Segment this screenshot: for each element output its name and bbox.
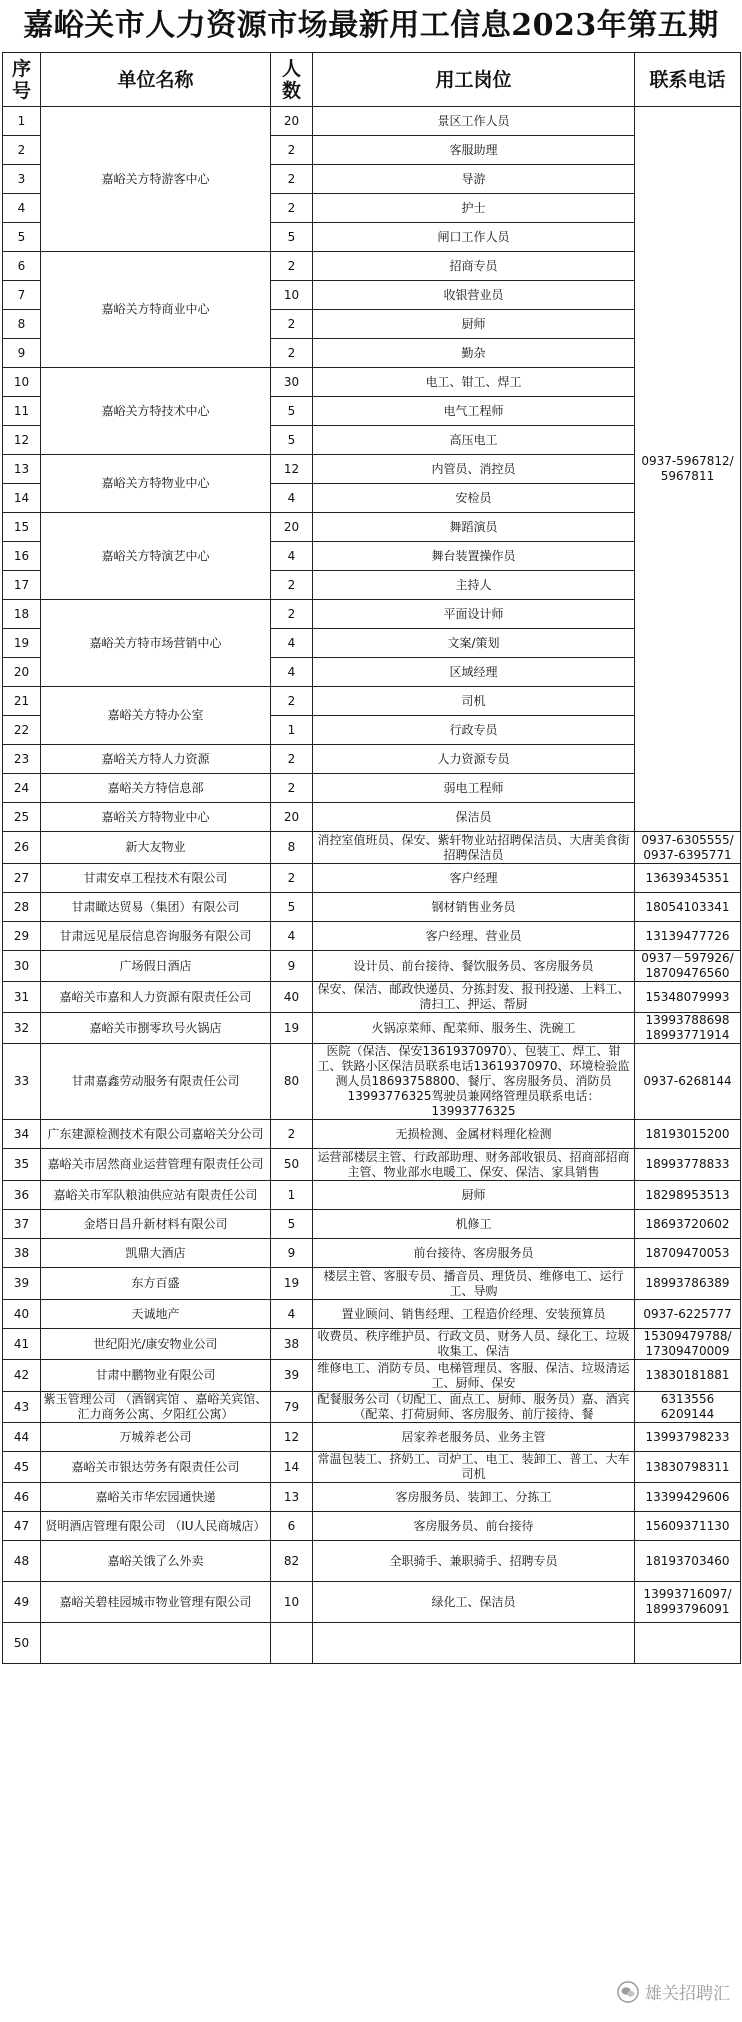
row-unit: 紫玉管理公司 （酒钢宾馆 、嘉峪关宾馆、汇力商务公寓、夕阳红公寓） bbox=[41, 1392, 271, 1423]
row-phone: 18193703460 bbox=[635, 1541, 741, 1582]
row-unit: 嘉峪关市嘉和人力资源有限责任公司 bbox=[41, 982, 271, 1013]
row-count: 4 bbox=[271, 629, 313, 658]
row-position: 楼层主管、客服专员、播音员、理货员、维修电工、运行工、导购 bbox=[313, 1268, 635, 1300]
row-seq: 43 bbox=[3, 1392, 41, 1423]
row-count: 5 bbox=[271, 426, 313, 455]
row-phone: 0937-6268144 bbox=[635, 1044, 741, 1120]
table-row bbox=[3, 1483, 741, 1512]
row-phone: 18993786389 bbox=[635, 1268, 741, 1300]
row-phone: 13993788698 18993771914 bbox=[635, 1013, 741, 1044]
table-row bbox=[3, 513, 741, 542]
table-row bbox=[3, 1149, 741, 1181]
row-position: 客户经理、营业员 bbox=[313, 922, 635, 951]
header-unit: 单位名称 bbox=[41, 53, 271, 107]
row-position: 医院（保洁、保安13619370970）、包装工、焊工、钳工、铁路小区保洁员联系电话13619370970、环境检验监测人员18693758800、餐厅、客房服务员、消防员13993776325驾驶员兼网络管理员联系电话：13993776325 bbox=[313, 1044, 635, 1120]
row-unit bbox=[41, 1623, 271, 1664]
row-unit: 嘉峪关市华宏园通快递 bbox=[41, 1483, 271, 1512]
row-count: 2 bbox=[271, 194, 313, 223]
row-position: 设计员、前台接待、餐饮服务员、客房服务员 bbox=[313, 951, 635, 982]
table-row bbox=[3, 922, 741, 951]
row-count: 2 bbox=[271, 687, 313, 716]
shared-phone: 0937-5967812/ 5967811 bbox=[635, 107, 741, 832]
row-position: 主持人 bbox=[313, 571, 635, 600]
row-seq: 13 bbox=[3, 455, 41, 484]
row-phone: 13993716097/ 18993796091 bbox=[635, 1582, 741, 1623]
row-position: 运营部楼层主管、行政部助理、财务部收银员、招商部招商主管、物业部水电暖工、保安、保洁、家具销售 bbox=[313, 1149, 635, 1181]
header-row bbox=[3, 53, 741, 107]
row-phone: 18298953513 bbox=[635, 1181, 741, 1210]
table-row bbox=[3, 1392, 741, 1423]
row-count: 5 bbox=[271, 223, 313, 252]
row-position: 火锅凉菜师、配菜师、服务生、洗碗工 bbox=[313, 1013, 635, 1044]
row-seq: 15 bbox=[3, 513, 41, 542]
row-position: 无损检测、金属材料理化检测 bbox=[313, 1120, 635, 1149]
row-phone bbox=[635, 1623, 741, 1664]
row-position: 弱电工程师 bbox=[313, 774, 635, 803]
row-seq: 41 bbox=[3, 1329, 41, 1360]
row-seq: 47 bbox=[3, 1512, 41, 1541]
row-unit: 凯鼎大酒店 bbox=[41, 1239, 271, 1268]
row-seq: 3 bbox=[3, 165, 41, 194]
row-unit: 嘉峪关市捌零玖号火锅店 bbox=[41, 1013, 271, 1044]
row-unit: 甘肃安卓工程技术有限公司 bbox=[41, 864, 271, 893]
row-position: 厨师 bbox=[313, 1181, 635, 1210]
row-position: 居家养老服务员、业务主管 bbox=[313, 1423, 635, 1452]
row-position: 常温包装工、挤奶工、司炉工、电工、装卸工、普工、大车司机 bbox=[313, 1452, 635, 1483]
row-phone: 0937-6305555/ 0937-6395771 bbox=[635, 832, 741, 864]
row-seq: 34 bbox=[3, 1120, 41, 1149]
table-row bbox=[3, 1013, 741, 1044]
row-position: 舞蹈演员 bbox=[313, 513, 635, 542]
row-position: 安检员 bbox=[313, 484, 635, 513]
row-seq: 50 bbox=[3, 1623, 41, 1664]
row-position: 客房服务员、装卸工、分拣工 bbox=[313, 1483, 635, 1512]
table-row bbox=[3, 1210, 741, 1239]
table-row bbox=[3, 107, 741, 136]
row-position: 人力资源专员 bbox=[313, 745, 635, 774]
row-seq: 6 bbox=[3, 252, 41, 281]
table-row bbox=[3, 1452, 741, 1483]
row-phone: 0937－597926/ 18709476560 bbox=[635, 951, 741, 982]
page-title: 嘉峪关市人力资源市场最新用工信息2023年第五期 bbox=[23, 8, 719, 43]
row-seq: 21 bbox=[3, 687, 41, 716]
row-unit: 甘肃瞰达贸易（集团）有限公司 bbox=[41, 893, 271, 922]
row-position: 勤杂 bbox=[313, 339, 635, 368]
row-unit: 嘉峪关饿了么外卖 bbox=[41, 1541, 271, 1582]
row-seq: 2 bbox=[3, 136, 41, 165]
row-count: 1 bbox=[271, 1181, 313, 1210]
row-unit: 嘉峪关市银达劳务有限责任公司 bbox=[41, 1452, 271, 1483]
row-position: 招商专员 bbox=[313, 252, 635, 281]
row-seq: 27 bbox=[3, 864, 41, 893]
row-seq: 14 bbox=[3, 484, 41, 513]
row-position: 司机 bbox=[313, 687, 635, 716]
row-position: 电气工程师 bbox=[313, 397, 635, 426]
row-position: 闸口工作人员 bbox=[313, 223, 635, 252]
row-count: 4 bbox=[271, 922, 313, 951]
row-position: 全职骑手、兼职骑手、招聘专员 bbox=[313, 1541, 635, 1582]
header-seq: 序号 bbox=[3, 53, 41, 107]
row-position: 保安、保洁、邮政快递员、分拣封发、报刊投递、上料工、清扫工、押运、帮厨 bbox=[313, 982, 635, 1013]
row-count: 1 bbox=[271, 716, 313, 745]
row-position: 景区工作人员 bbox=[313, 107, 635, 136]
table-row bbox=[3, 893, 741, 922]
row-seq: 22 bbox=[3, 716, 41, 745]
row-position: 维修电工、消防专员、电梯管理员、客服、保洁、垃圾清运工、厨师、保安 bbox=[313, 1360, 635, 1392]
table-row bbox=[3, 1181, 741, 1210]
row-phone: 18054103341 bbox=[635, 893, 741, 922]
header-count: 人数 bbox=[271, 53, 313, 107]
row-unit: 嘉峪关方特办公室 bbox=[41, 687, 271, 745]
row-position: 区域经理 bbox=[313, 658, 635, 687]
row-count: 5 bbox=[271, 397, 313, 426]
row-phone: 6313556 6209144 bbox=[635, 1392, 741, 1423]
row-count: 10 bbox=[271, 1582, 313, 1623]
table-row bbox=[3, 1512, 741, 1541]
table-row bbox=[3, 1541, 741, 1582]
row-unit: 广东建源检测技术有限公司嘉峪关分公司 bbox=[41, 1120, 271, 1149]
row-count: 2 bbox=[271, 310, 313, 339]
row-unit: 嘉峪关方特物业中心 bbox=[41, 803, 271, 832]
row-unit: 甘肃嘉鑫劳动服务有限责任公司 bbox=[41, 1044, 271, 1120]
row-seq: 48 bbox=[3, 1541, 41, 1582]
watermark bbox=[617, 1979, 730, 2004]
row-count: 4 bbox=[271, 1300, 313, 1329]
table-row bbox=[3, 1268, 741, 1300]
row-seq: 46 bbox=[3, 1483, 41, 1512]
row-seq: 37 bbox=[3, 1210, 41, 1239]
row-phone: 13639345351 bbox=[635, 864, 741, 893]
row-seq: 31 bbox=[3, 982, 41, 1013]
table-row bbox=[3, 864, 741, 893]
row-count: 39 bbox=[271, 1360, 313, 1392]
row-count: 4 bbox=[271, 658, 313, 687]
row-phone: 18193015200 bbox=[635, 1120, 741, 1149]
row-unit: 东方百盛 bbox=[41, 1268, 271, 1300]
table-row bbox=[3, 1423, 741, 1452]
row-position: 钢材销售业务员 bbox=[313, 893, 635, 922]
row-seq: 26 bbox=[3, 832, 41, 864]
row-position: 消控室值班员、保安、紫轩物业站招聘保洁员、大唐美食街招聘保洁员 bbox=[313, 832, 635, 864]
row-seq: 10 bbox=[3, 368, 41, 397]
row-seq: 17 bbox=[3, 571, 41, 600]
row-count: 5 bbox=[271, 1210, 313, 1239]
table-row bbox=[3, 1044, 741, 1120]
row-seq: 18 bbox=[3, 600, 41, 629]
row-seq: 29 bbox=[3, 922, 41, 951]
row-unit: 嘉峪关方特演艺中心 bbox=[41, 513, 271, 600]
row-count: 30 bbox=[271, 368, 313, 397]
row-phone: 18709470053 bbox=[635, 1239, 741, 1268]
row-position: 保洁员 bbox=[313, 803, 635, 832]
row-seq: 36 bbox=[3, 1181, 41, 1210]
row-count: 12 bbox=[271, 455, 313, 484]
row-count: 4 bbox=[271, 484, 313, 513]
row-count: 79 bbox=[271, 1392, 313, 1423]
row-unit: 嘉峪关方特技术中心 bbox=[41, 368, 271, 455]
row-seq: 8 bbox=[3, 310, 41, 339]
row-unit: 新大友物业 bbox=[41, 832, 271, 864]
row-position: 置业顾问、销售经理、工程造价经理、安装预算员 bbox=[313, 1300, 635, 1329]
row-position: 收银营业员 bbox=[313, 281, 635, 310]
row-count: 2 bbox=[271, 745, 313, 774]
row-position: 高压电工 bbox=[313, 426, 635, 455]
row-count: 9 bbox=[271, 951, 313, 982]
row-phone: 15348079993 bbox=[635, 982, 741, 1013]
row-seq: 32 bbox=[3, 1013, 41, 1044]
table-row bbox=[3, 1623, 741, 1664]
row-seq: 33 bbox=[3, 1044, 41, 1120]
row-count: 2 bbox=[271, 864, 313, 893]
table-row bbox=[3, 951, 741, 982]
table-row bbox=[3, 600, 741, 629]
table-row bbox=[3, 803, 741, 832]
row-phone: 13399429606 bbox=[635, 1483, 741, 1512]
row-count: 2 bbox=[271, 1120, 313, 1149]
row-count: 10 bbox=[271, 281, 313, 310]
row-seq: 4 bbox=[3, 194, 41, 223]
row-count: 20 bbox=[271, 513, 313, 542]
header-phone: 联系电话 bbox=[635, 53, 741, 107]
table-row bbox=[3, 455, 741, 484]
row-count: 2 bbox=[271, 774, 313, 803]
table-row bbox=[3, 832, 741, 864]
row-unit: 嘉峪关方特市场营销中心 bbox=[41, 600, 271, 687]
row-seq: 42 bbox=[3, 1360, 41, 1392]
row-seq: 38 bbox=[3, 1239, 41, 1268]
row-seq: 39 bbox=[3, 1268, 41, 1300]
row-seq: 1 bbox=[3, 107, 41, 136]
row-seq: 16 bbox=[3, 542, 41, 571]
row-seq: 28 bbox=[3, 893, 41, 922]
row-count: 9 bbox=[271, 1239, 313, 1268]
row-position: 收费员、秩序维护员、行政文员、财务人员、绿化工、垃圾收集工、保洁 bbox=[313, 1329, 635, 1360]
row-unit: 嘉峪关方特商业中心 bbox=[41, 252, 271, 368]
row-count: 20 bbox=[271, 803, 313, 832]
row-position: 舞台装置操作员 bbox=[313, 542, 635, 571]
row-position: 电工、钳工、焊工 bbox=[313, 368, 635, 397]
job-table bbox=[2, 52, 741, 1664]
row-unit: 嘉峪关方特信息部 bbox=[41, 774, 271, 803]
table-row bbox=[3, 1300, 741, 1329]
row-unit: 万城养老公司 bbox=[41, 1423, 271, 1452]
table-row bbox=[3, 982, 741, 1013]
row-count: 19 bbox=[271, 1268, 313, 1300]
row-position: 护士 bbox=[313, 194, 635, 223]
wechat-icon bbox=[617, 1981, 639, 2003]
row-unit: 广场假日酒店 bbox=[41, 951, 271, 982]
row-count: 82 bbox=[271, 1541, 313, 1582]
row-phone: 13139477726 bbox=[635, 922, 741, 951]
row-seq: 5 bbox=[3, 223, 41, 252]
row-seq: 44 bbox=[3, 1423, 41, 1452]
row-phone: 15309479788/ 17309470009 bbox=[635, 1329, 741, 1360]
row-count: 20 bbox=[271, 107, 313, 136]
row-phone: 13993798233 bbox=[635, 1423, 741, 1452]
row-position: 导游 bbox=[313, 165, 635, 194]
row-count: 2 bbox=[271, 136, 313, 165]
row-unit: 嘉峪关方特游客中心 bbox=[41, 107, 271, 252]
row-count: 5 bbox=[271, 893, 313, 922]
row-position bbox=[313, 1623, 635, 1664]
row-position: 绿化工、保洁员 bbox=[313, 1582, 635, 1623]
row-seq: 24 bbox=[3, 774, 41, 803]
row-seq: 11 bbox=[3, 397, 41, 426]
row-count: 19 bbox=[271, 1013, 313, 1044]
row-unit: 嘉峪关碧桂园城市物业管理有限公司 bbox=[41, 1582, 271, 1623]
table-row bbox=[3, 687, 741, 716]
row-count: 2 bbox=[271, 339, 313, 368]
row-position: 机修工 bbox=[313, 1210, 635, 1239]
row-seq: 30 bbox=[3, 951, 41, 982]
row-position: 前台接待、客房服务员 bbox=[313, 1239, 635, 1268]
row-unit: 甘肃中鹏物业有限公司 bbox=[41, 1360, 271, 1392]
row-unit: 嘉峪关方特人力资源 bbox=[41, 745, 271, 774]
row-seq: 12 bbox=[3, 426, 41, 455]
table-row bbox=[3, 368, 741, 397]
header-position: 用工岗位 bbox=[313, 53, 635, 107]
row-phone: 13830181881 bbox=[635, 1360, 741, 1392]
row-count: 2 bbox=[271, 600, 313, 629]
row-count: 4 bbox=[271, 542, 313, 571]
table-row bbox=[3, 1120, 741, 1149]
row-unit: 贤明酒店管理有限公司 （IU人民商城店） bbox=[41, 1512, 271, 1541]
row-unit: 嘉峪关市居然商业运营管理有限责任公司 bbox=[41, 1149, 271, 1181]
row-position: 文案/策划 bbox=[313, 629, 635, 658]
row-unit: 嘉峪关市军队粮油供应站有限责任公司 bbox=[41, 1181, 271, 1210]
row-count: 38 bbox=[271, 1329, 313, 1360]
table-row bbox=[3, 1582, 741, 1623]
row-unit: 世纪阳光/康安物业公司 bbox=[41, 1329, 271, 1360]
row-count: 14 bbox=[271, 1452, 313, 1483]
table-row bbox=[3, 1360, 741, 1392]
row-position: 平面设计师 bbox=[313, 600, 635, 629]
row-seq: 7 bbox=[3, 281, 41, 310]
row-seq: 49 bbox=[3, 1582, 41, 1623]
row-count: 6 bbox=[271, 1512, 313, 1541]
row-position: 客服助理 bbox=[313, 136, 635, 165]
row-position: 客房服务员、前台接待 bbox=[313, 1512, 635, 1541]
row-count: 2 bbox=[271, 252, 313, 281]
row-unit: 金塔日昌升新材料有限公司 bbox=[41, 1210, 271, 1239]
table-row bbox=[3, 252, 741, 281]
row-seq: 9 bbox=[3, 339, 41, 368]
row-position: 行政专员 bbox=[313, 716, 635, 745]
row-position: 厨师 bbox=[313, 310, 635, 339]
table-row bbox=[3, 1239, 741, 1268]
row-count: 50 bbox=[271, 1149, 313, 1181]
row-seq: 45 bbox=[3, 1452, 41, 1483]
table-row bbox=[3, 774, 741, 803]
row-count: 12 bbox=[271, 1423, 313, 1452]
row-unit: 嘉峪关方特物业中心 bbox=[41, 455, 271, 513]
table-row bbox=[3, 745, 741, 774]
row-unit: 甘肃远见星辰信息咨询服务有限公司 bbox=[41, 922, 271, 951]
row-position: 配餐服务公司（切配工、面点工、厨师、服务员）嘉、酒宾（配菜、打荷厨师、客房服务、前厅接待、餐 bbox=[313, 1392, 635, 1423]
row-seq: 23 bbox=[3, 745, 41, 774]
row-count: 2 bbox=[271, 571, 313, 600]
row-phone: 15609371130 bbox=[635, 1512, 741, 1541]
row-phone: 18693720602 bbox=[635, 1210, 741, 1239]
row-count: 8 bbox=[271, 832, 313, 864]
row-position: 客户经理 bbox=[313, 864, 635, 893]
row-phone: 18993778833 bbox=[635, 1149, 741, 1181]
row-seq: 25 bbox=[3, 803, 41, 832]
row-phone: 13830798311 bbox=[635, 1452, 741, 1483]
row-seq: 19 bbox=[3, 629, 41, 658]
row-count: 2 bbox=[271, 165, 313, 194]
row-count: 40 bbox=[271, 982, 313, 1013]
row-count bbox=[271, 1623, 313, 1664]
watermark-text: 雄关招聘汇 bbox=[645, 1984, 730, 2004]
row-position: 内管员、消控员 bbox=[313, 455, 635, 484]
row-seq: 20 bbox=[3, 658, 41, 687]
row-count: 80 bbox=[271, 1044, 313, 1120]
row-seq: 35 bbox=[3, 1149, 41, 1181]
row-unit: 天诚地产 bbox=[41, 1300, 271, 1329]
row-phone: 0937-6225777 bbox=[635, 1300, 741, 1329]
row-count: 13 bbox=[271, 1483, 313, 1512]
table-row bbox=[3, 1329, 741, 1360]
row-seq: 40 bbox=[3, 1300, 41, 1329]
